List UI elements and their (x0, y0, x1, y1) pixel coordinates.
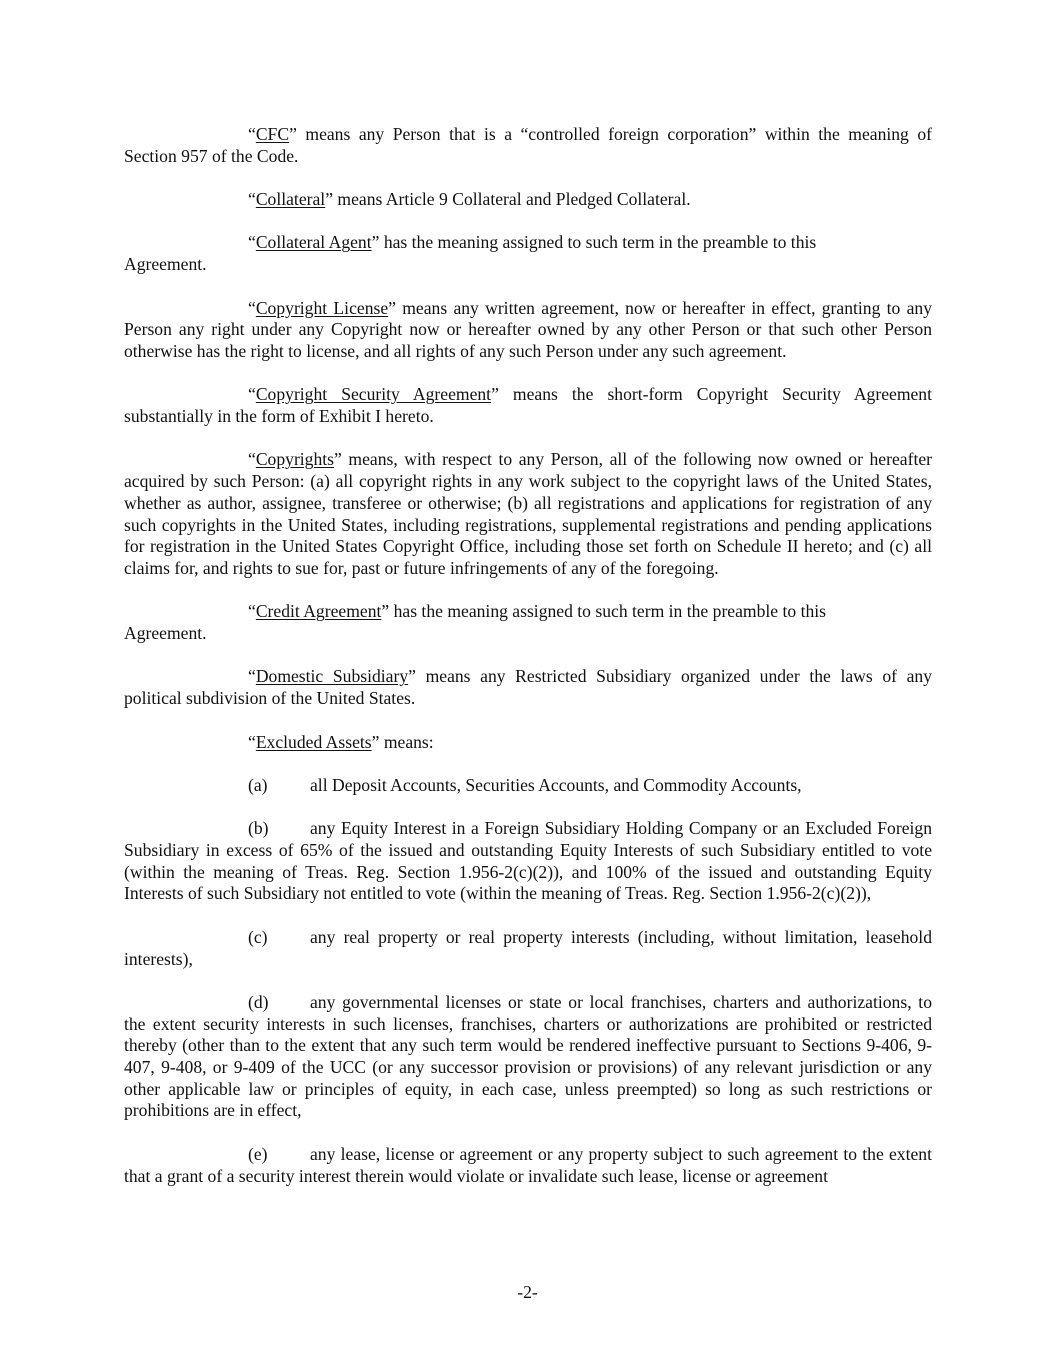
excluded-assets-item-d: (d) any governmental licenses or state or local franchises, charters and authorizations, to the extent security interests in such licenses, franchises, charters or authorizations are prohibited or restricted thereby (other than to the extent that any such term would be rendered ineffective pursuant to Sections 9-406, 9-407, 9-408, or 9-409 of the UCC (or any successor provision or provisions) of any relevant jurisdiction or any other applicable law or principles of equity, in each case, unless preempted) so long as such restrictions or prohibitions are in effect, (124, 991, 932, 1121)
definition-copyrights: “Copyrights” means, with respect to any Person, all of the following now owned or hereafter acquired by such Person: (a) all copyright rights in any work subject to the copyright laws of the United States, whether as author, assignee, transferee or otherwise; (b) all registrations and applications for registration of any such copyrights in the United States, including registrations, supplemental registrations and pending applications for registration in the United States Copyright Office, including those set forth on Schedule II hereto; and (c) all claims for, and rights to sue for, past or future infringements of any of the foregoing. (124, 449, 932, 578)
defined-term: Credit Agreement (255, 601, 382, 622)
definition-collateral-agent: “Collateral Agent” has the meaning assigned to such term in the preamble to this Agreement. (124, 232, 817, 275)
definition-copyright-security-agreement: “Copyright Security Agreement” means the short-form Copyright Security Agreement substantially in the form of Exhibit I hereto. (124, 384, 932, 427)
excluded-assets-item-a: (a) all Deposit Accounts, Securities Accounts, and Commodity Accounts, (248, 774, 802, 795)
defined-term: Copyright Security Agreement (255, 384, 492, 405)
defined-term: Domestic Subsidiary (255, 666, 409, 687)
defined-term: CFC (255, 124, 290, 144)
definition-domestic-subsidiary: “Domestic Subsidiary” means any Restricted Subsidiary organized under the laws of any political subdivision of the United States. (124, 666, 933, 709)
defined-term: Copyrights (255, 449, 335, 470)
item-label: (b) (248, 818, 269, 839)
document-page (124, 124, 932, 1209)
defined-term: Copyright License (255, 297, 389, 318)
page-number: -2- (517, 1282, 538, 1302)
defined-term: Excluded Assets (255, 731, 372, 752)
definition-cfc: “CFC” means any Person that is a “controlled foreign corporation” within the meaning of Section 957 of the Code. (124, 124, 932, 166)
defined-term: Collateral Agent (255, 232, 372, 253)
item-label: (a) (248, 774, 268, 795)
item-label: (c) (248, 926, 268, 947)
definition-credit-agreement: “Credit Agreement” has the meaning assigned to such term in the preamble to this Agreement. (124, 601, 826, 644)
item-label: (e) (248, 1143, 268, 1164)
definition-copyright-license: “Copyright License” means any written agreement, now or hereafter in effect, granting to any Person any right under any Copyright now or hereafter owned by any other Person or that such other Person otherwise has the right to license, and all rights of any such Person under any such agreement. (124, 297, 933, 361)
excluded-assets-item-b: (b) any Equity Interest in a Foreign Subsidiary Holding Company or an Excluded Foreign Subsidiary in excess of 65% of the issued and outstanding Equity Interests of such Subsidiary entitled to vote (within the meaning of Treas. Reg. Section 1.956-2(c)(2)), and 100% of the issued and outstanding Equity Interests of such Subsidiary not entitled to vote (within the meaning of Treas. Reg. Section 1.956-2(c)(2)), (124, 818, 932, 904)
excluded-assets-item-c: (c) any real property or real property interests (including, without limitation, leasehold interests), (124, 926, 932, 969)
definition-excluded-assets: “Excluded Assets” means: (248, 731, 434, 752)
defined-term: Collateral (255, 189, 326, 210)
item-label: (d) (248, 991, 269, 1012)
excluded-assets-item-e: (e) any lease, license or agreement or any property subject to such agreement to the extent that a grant of a security interest therein would violate or invalidate such lease, license or agreement (124, 1143, 932, 1186)
definition-collateral: “Collateral” means Article 9 Collateral and Pledged Collateral. (248, 189, 691, 210)
